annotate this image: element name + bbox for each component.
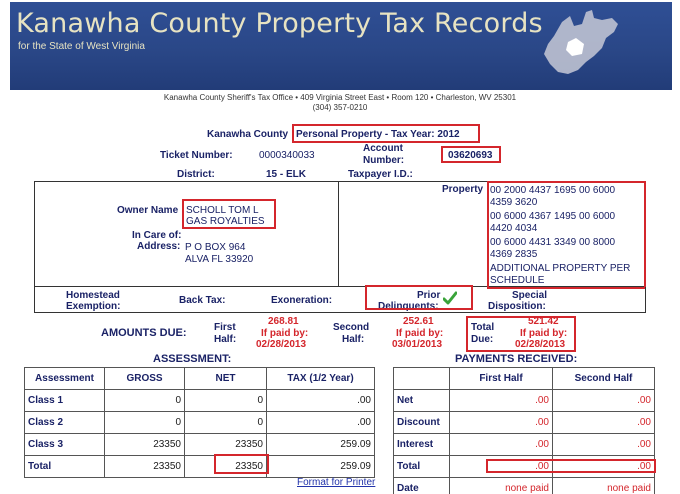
first-half-amount: 268.81 [268, 316, 299, 327]
office-phone: (304) 357-0210 [312, 103, 368, 112]
table-header-row [394, 368, 655, 390]
cell-first-half: .00 [450, 434, 553, 456]
owner-divider [338, 181, 339, 287]
assessment-title: ASSESSMENT: [153, 353, 232, 365]
column-header: GROSS [105, 368, 185, 390]
ticket-label: Ticket Number: [160, 150, 233, 161]
cell-second-half: .00 [553, 412, 655, 434]
cell-second-half: .00 [553, 434, 655, 456]
cell-net: 23350 [185, 434, 267, 456]
payments-table [393, 367, 655, 494]
cell-gross: 0 [105, 412, 185, 434]
status-row [34, 287, 646, 313]
total-due-label: Total [471, 322, 495, 333]
cell-tax: 259.09 [267, 434, 375, 456]
account-label: Account [363, 143, 403, 154]
cell-tax: 259.09 [267, 456, 375, 478]
property-line: 4369 2835 [490, 249, 538, 260]
property-line: 00 6000 4367 1495 00 6000 [490, 211, 616, 222]
second-half-paid-by: If paid by: [396, 328, 444, 339]
site-subtitle: for the State of West Virginia [18, 41, 145, 52]
highlight-payment-date [486, 459, 656, 473]
homestead-label-2: Exemption: [66, 301, 121, 312]
total-due-paid-by: If paid by: [520, 328, 568, 339]
cell-net: 23350 [185, 456, 267, 478]
property-line: ADDITIONAL PROPERTY PER [490, 263, 631, 274]
second-half-amount: 252.61 [403, 316, 434, 327]
cell-first-half: none paid [450, 478, 553, 494]
row-label: Total [394, 456, 450, 478]
row-label: Discount [394, 412, 450, 434]
ticket-number: 0000340033 [259, 150, 315, 161]
owner-name-2: GAS ROYALTIES [186, 216, 265, 227]
homestead-label: Homestead [66, 290, 120, 301]
header-banner [10, 2, 672, 90]
care-of-label: In Care of: [132, 230, 182, 241]
office-address: Kanawha County Sheriff's Tax Office • 409 Virginia Street East • Room 120 • Charleston, WV 25301 [163, 93, 517, 102]
total-due-date: 02/28/2013 [515, 339, 566, 350]
table-row [25, 434, 375, 456]
cell-first-half: .00 [450, 412, 553, 434]
back-tax-label: Back Tax: [179, 295, 226, 306]
row-label: Class 3 [25, 434, 105, 456]
table-row [394, 412, 655, 434]
owner-name: SCHOLL TOM L [186, 205, 259, 216]
cell-tax: .00 [267, 390, 375, 412]
property-line: 00 2000 4437 1695 00 6000 [490, 185, 616, 196]
site-title: Kanawha County Property Tax Records [16, 8, 543, 39]
column-header: TAX (1/2 Year) [267, 368, 375, 390]
cell-gross: 23350 [105, 456, 185, 478]
assessment-table [24, 367, 375, 478]
cell-second-half: none paid [553, 478, 655, 494]
column-header: First Half [450, 368, 553, 390]
account-label-2: Number: [363, 155, 405, 166]
account-number: 03620693 [448, 150, 493, 161]
property-line: SCHEDULE [490, 275, 545, 286]
cell-second-half: .00 [553, 456, 655, 478]
cell-net: 0 [185, 412, 267, 434]
special-disposition-label-2: Disposition: [488, 301, 546, 312]
property-line: 4359 3620 [490, 197, 538, 208]
table-header-row [25, 368, 375, 390]
address-line-1: P O BOX 964 [185, 242, 246, 253]
table-row [394, 478, 655, 494]
taxpayer-label: Taxpayer I.D.: [348, 169, 413, 180]
address-label: Address: [137, 241, 181, 252]
cell-second-half: .00 [553, 390, 655, 412]
highlight-account-number [441, 146, 501, 163]
cell-net: 0 [185, 390, 267, 412]
west-virginia-map-icon [522, 4, 632, 88]
total-due-label-2: Due: [471, 334, 494, 345]
first-half-paid-by: If paid by: [261, 328, 309, 339]
table-row [394, 434, 655, 456]
amounts-due-label: AMOUNTS DUE: [101, 327, 187, 339]
first-half-label: First [214, 322, 236, 333]
first-half-date: 02/28/2013 [256, 339, 307, 350]
special-disposition-label: Special [512, 290, 548, 301]
property-line: 4420 4034 [490, 223, 538, 234]
row-label: Date [394, 478, 450, 494]
column-header [394, 368, 450, 390]
second-half-label-2: Half: [342, 334, 365, 345]
cell-tax: .00 [267, 412, 375, 434]
table-row [394, 390, 655, 412]
highlight-prior-delinquents [365, 285, 473, 310]
row-label: Class 1 [25, 390, 105, 412]
payments-title: PAYMENTS RECEIVED: [455, 353, 578, 365]
district-label: District: [177, 169, 215, 180]
table-row [25, 390, 375, 412]
highlight-record-type [292, 124, 480, 143]
highlight-property [487, 181, 646, 289]
cell-first-half: .00 [450, 390, 553, 412]
total-due-amount: 521.42 [528, 316, 559, 327]
prior-delinquents-label: Prior [417, 290, 441, 301]
district-value: 15 - ELK [266, 169, 307, 180]
highlight-total-net [214, 454, 269, 474]
cell-gross: 23350 [105, 434, 185, 456]
highlight-owner-name [182, 199, 276, 229]
row-label: Total [25, 456, 105, 478]
cell-gross: 0 [105, 390, 185, 412]
first-half-label-2: Half: [214, 334, 237, 345]
address-line-2: ALVA FL 33920 [185, 254, 254, 265]
table-row [25, 456, 375, 478]
exoneration-label: Exoneration: [271, 295, 333, 306]
row-label: Interest [394, 434, 450, 456]
property-line: 00 6000 4431 3349 00 8000 [490, 237, 616, 248]
property-label: Property [442, 184, 484, 195]
owner-name-label: Owner Name [117, 205, 179, 216]
row-label: Class 2 [25, 412, 105, 434]
second-half-label: Second [333, 322, 370, 333]
column-header: Assessment [25, 368, 105, 390]
format-for-printer-link[interactable]: Format for Printer [297, 477, 376, 488]
second-half-date: 03/01/2013 [392, 339, 443, 350]
column-header: Second Half [553, 368, 655, 390]
cell-first-half: .00 [450, 456, 553, 478]
prior-delinquents-label-2: Delinquents: [378, 301, 439, 312]
record-type: Personal Property - Tax Year: 2012 [296, 129, 460, 140]
column-header: NET [185, 368, 267, 390]
highlight-total-due [466, 316, 576, 352]
county-label: Kanawha County [207, 129, 289, 140]
table-row [25, 412, 375, 434]
row-label: Net [394, 390, 450, 412]
